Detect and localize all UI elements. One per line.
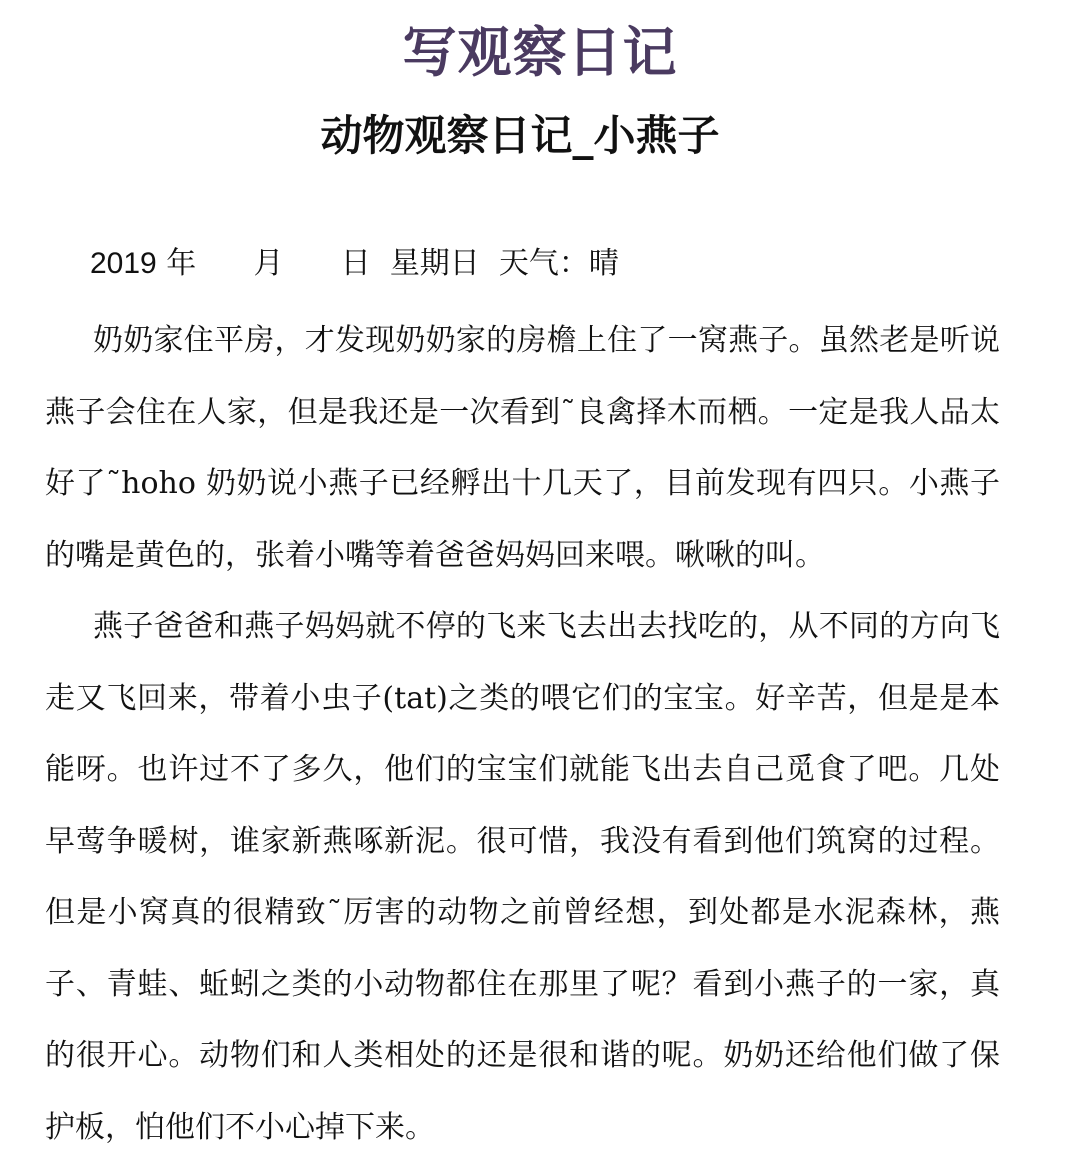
date-month-unit: 月 [253, 246, 284, 281]
date-year: 2019 [90, 247, 157, 280]
paragraph: 燕子爸爸和燕子妈妈就不停的飞来飞去出去找吃的，从不同的方向飞走又飞回来，带着小虫子(tat)之类的喂它们的宝宝。好辛苦，但是是本能呀。也许过不了多久，他们的宝宝们就能飞出去自己觅食了吧。几处早莺争暖树，谁家新燕啄新泥。很可惜，我没有看到他们筑窝的过程。但是小窝真的很精致˜厉害的动物之前曾经想，到处都是水泥森林，燕子、青蛙、蚯蚓之类的小动物都住在那里了呢？看到小燕子的一家，真的很开心。动物们和人类相处的还是很和谐的呢。奶奶还给他们做了保护板，怕他们不小心掉下来。 [45, 609, 1000, 1145]
date-day-unit: 日 [340, 246, 371, 281]
date-line [90, 240, 619, 288]
diary-body [45, 305, 1000, 1163]
date-year-unit: 年 [166, 246, 197, 281]
page-header-title: 写观察日记 [402, 21, 678, 84]
date-weekday: 星期日 [389, 246, 480, 281]
document-title: 动物观察日记_小燕子 [320, 111, 720, 160]
date-weather: 天气：晴 [498, 246, 619, 281]
paragraph: 奶奶家住平房，才发现奶奶家的房檐上住了一窝燕子。虽然老是听说燕子会住在人家，但是我还是一次看到˜良禽择木而栖。一定是我人品太好了˜hoho 奶奶说小燕子已经孵出十几天了，目前发现有四只。小燕子的嘴是黄色的，张着小嘴等着爸爸妈妈回来喂。啾啾的叫。 [45, 323, 1000, 573]
